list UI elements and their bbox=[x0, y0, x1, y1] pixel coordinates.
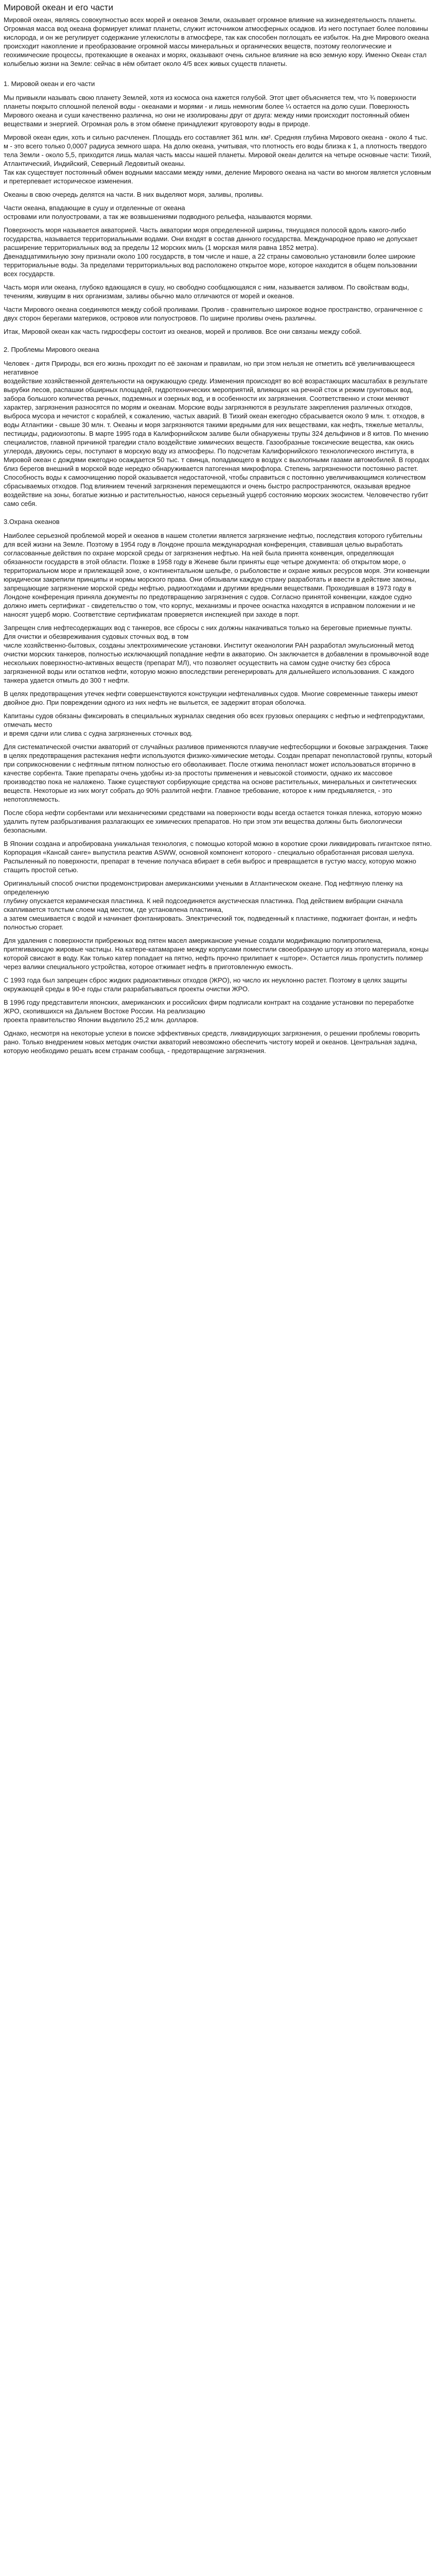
paragraph: Для систематической очистки акваторий от случайных разливов применяются плавучие нефтесборщики и боковые заграждения. Также в целях предотвращения растекания нефти используются физико-химические методы. Создан препарат пенопластовой группы, который при соприкосновении с нефтяным пятном полностью его обволакивает. После отжима пенопласт может использоваться вторично в качестве сорбента. Такие препараты очень удобны из-за простоты применения и невысокой стоимости, однако их массовое производство пока не налажено. Также существуют сорбирующие средства на основе растительных, минеральных и синтетических веществ. Некоторые из них могут собрать до 90% разлитой нефти. Главное требование, которое к ним предъявляется, - это непотопляемость. bbox=[4, 743, 432, 803]
section-heading: 3.Охрана океанов bbox=[4, 518, 60, 526]
paragraph: Запрещен слив нефтесодержащих вод с танкеров, все сбросы с них должны накачиваться только на береговые приемные пункты. Для очистки и обезвреживания судовых сточных вод, в том числе хозяйственно-бытовых, созданы электрохимические установки. Институт океанологии РАН разработал эмульсионный метод очистки морских танкеров, полностью исключающий попадание нефти в акваторию. Он заключается в добавлении в промывочной воде нескольких поверхностно-активных веществ (препарат МЛ), что позволяет осуществить на самом судне очистку без сброса загрязненной воды или остатков нефти, которую можно впоследствии регенерировать для дальнейшего использования. С каждого танкера удается отмыть до 300 т нефти. bbox=[4, 624, 429, 684]
intro-paragraph: Мировой океан, являясь совокупностью всех морей и океанов Земли, оказывает огромное влияние на жизнедеятельность планеты. Огромная масса вод океана формирует климат планеты, служит источником атмосферных осадков. Из него поступает более половины кислорода, и он же регулирует содержание углекислоты в атмосфере, так как способен поглощать ее избыток. На дне Мирового океана происходит накопление и преобразование огромной массы минеральных и органических веществ, поэтому геологические и геохимические процессы, протекающие в океанах и морях, оказывают очень сильное влияние на всю земную кору. Именно Океан стал колыбелью жизни на Земле: сейчас в нём обитает около 4/5 всех живых существ планеты. bbox=[4, 16, 429, 67]
paragraph: Оригинальный способ очистки продемонстрирован американскими учеными в Атлантическом океане. Под нефтяную пленку на определенную глубину опускается керамическая пластинка. К ней подсоединяется акустическая пластинка. Под действием вибрации сначала скапливается толстым слоем над местом, где установлена пластинка, а затем смешивается с водой и начинает фонтанировать. Электрический ток, подведенный к пластинке, поджигает фонтан, и нефть полностью сгорает. bbox=[4, 879, 417, 931]
paragraph: Для удаления с поверхности прибрежных вод пятен масел американские ученые создали модификацию полипропилена, притягивающую жировые частицы. На катере-катамаране между корпусами поместили своеобразную штору из этого материала, концы которой свисают в воду. Как только катер попадает на пятно, нефть прочно прилипает к «шторе». Остается лишь пропустить полимер через валики специального устройства, которое отжимает нефть в приготовленную емкость. bbox=[4, 937, 429, 971]
paragraph: Часть моря или океана, глубоко вдающаяся в сушу, но свободно сообщающаяся с ним, называется заливом. По свойствам воды, течениям, живущим в них организмам, заливы обычно мало отличаются от морей и океанов. bbox=[4, 283, 409, 300]
paragraph: Поверхность моря называется акваторией. Часть акватории моря определенной ширины, тянущаяся полосой вдоль какого-либо государства, называется территориальными водами. Они входят в состав данного государства. Международное право не допускает расширение территориальных вод за пределы 12 морских миль (1 морская миля равна 1852 метра). Двенадцатимильную зону признали около 100 государств, в том числе и наше, а 22 страны самовольно установили более широкие территориальные воды. За пределами территориальных вод расположено открытое море, которое находится в общем пользовании всех государств. bbox=[4, 226, 418, 278]
paragraph: В Японии создана и апробирована уникальная технология, с помощью которой можно в короткие сроки ликвидировать гигантское пятно. Корпорация «Кансай санге» выпустила реактив ASWW, основной компонент которого - специально обработанная рисовая шелуха. Распыленный по поверхности, препарат в течение получаса вбирает в себя выброс и превращается в густую массу, которую можно стащить простой сетью. bbox=[4, 840, 432, 874]
paragraph: Человек - дитя Природы, вся его жизнь проходит по её законам и правилам, но при этом нельзя не отметить всё увеличивающееся негативное воздействие хозяйственной деятельности на окружающую среду. Изменения происходят во всё возрастающих масштабах в результате вырубки лесов, распашки обширных площадей, гидротехнических мероприятий, влияющих на речной сток и режим грунтовых вод, забора большого количества речных, подземных и озерных вод, и в особенности их загрязнения. Соответственно и стоки меняют характер, загрязнения разносятся по морям и океанам. Морские воды загрязняются в результате закрепления различных отходов, выброса мусора и нечистот с кораблей, к сожалению, частых аварий. В Тихий океан ежегодно сбрасывается около 9 млн. т. отходов, в воды Атлантики - свыше 30 млн. т. Океаны и моря загрязняются такими вредными для них веществами, как нефть, тяжелые металлы, пестициды, радиоизотопы. В марте 1995 года в Калифорнийском заливе были обнаружены трупы 324 дельфинов и 8 китов. По мнению специалистов, главной причиной трагедии стало воздействие химических веществ. Газообразные токсические вещества, как окись углерода, двуокись серы, поступают в морскую воду из атмосферы. По подсчетам Калифорнийского технологического института, в Мировой океан с дождями ежегодно осаждается 50 тыс. т свинца, попадающего в воздух с выхлопными газами автомобилей. В городах близ берегов внешний в морской воде нередко обнаруживается патогенная микрофлора. Степень загрязненности постоянно растет. Способность воды к самоочищению порой оказывается недостаточной, чтобы справиться с постоянно увеличивающимся количеством сбрасываемых отходов. Под влиянием течений загрязнения перемещаются и очень быстро распространяются, оказывая вредное воздействие на зоны, богатые жизнью и растительностью, нанося серьезный ущерб состоянию морских экосистем. Человечество губит само себя. bbox=[4, 360, 429, 507]
paragraph: В целях предотвращения утечек нефти совершенствуются конструкции нефтеналивных судов. Многие современные танкеры имеют двойное дно. При повреждении одного из них нефть не выльется, ее задержит вторая оболочка. bbox=[4, 690, 418, 706]
paragraph: Наиболее серьезной проблемой морей и океанов в нашем столетии является загрязнение нефтью, последствия которого губительны для всей жизни на Земле. Поэтому в 1954 году в Лондоне прошла международная конференция, ставившая целью выработать согласованные действия по охране морской среды от загрязнения нефтью. На ней была принята конвенция, определяющая обязанности государств в этой области. Позже в 1958 году в Женеве были приняты еще четыре документа: об открытом море, о территориальном море и прилежащей зоне, о континентальном шельфе, о рыболовстве и охране живых ресурсов моря. Эти конвенции юридически закрепили принципы и нормы морского права. Они обязывали каждую страну разработать и ввести в действие законы, запрещающие загрязнение морской среды нефтью, радиоотходами и другими вредными веществами. Проходившая в 1973 году в Лондоне конференция приняла документы по предотвращению загрязнения с судов. Согласно принятой конвенции, каждое судно должно иметь сертификат - свидетельство о том, что корпус, механизмы и прочее оснастка находятся в исправном положении и не наносят ущерб морю. Соответствие сертификатам проверяется инспекцией при заходе в порт. bbox=[4, 532, 430, 618]
document bbox=[0, 0, 436, 1055]
paragraph: Однако, несмотря на некоторые успехи в поиске эффективных средств, ликвидирующих загрязнения, о решении проблемы говорить рано. Только внедрением новых методик очистки акваторий невозможно обеспечить чистоту морей и океанов. Центральная задача, которую необходимо решать всем странам сообща, - предотвращение загрязнения. bbox=[4, 1029, 420, 1055]
paragraph: С 1993 года был запрещен сброс жидких радиоактивных отходов (ЖРО), но число их неуклонно растет. Поэтому в целях защиты окружающей среды в 90-е годы стали разрабатываться проекты очистки ЖРО. bbox=[4, 976, 407, 993]
paragraph: Мы привыкли называть свою планету Землей, хотя из космоса она кажется голубой. Этот цвет объясняется тем, что ¾ поверхности планеты покрыто сплошной пеленой воды - океанами и морями - и лишь немногим более ¼ остается на долю суши. Поверхность Мирового океана и суши качественно различна, но они не изолированы друг от друга: между ними происходит постоянный обмен веществами и энергией. Огромная роль в этом обмене принадлежит круговороту воды в природе. bbox=[4, 94, 416, 128]
document-title: Мировой океан и его части bbox=[4, 3, 113, 12]
section-heading: 1. Мировой океан и его части bbox=[4, 80, 95, 88]
section-heading: 2. Проблемы Мирового океана bbox=[4, 346, 99, 353]
paragraph: Части океана, впадающие в сушу и отделенные от океана островами или полуостровами, а так же возвышениями подводного рельефа, называются морями. bbox=[4, 204, 313, 221]
paragraph: В 1996 году представители японских, американских и российских фирм подписали контракт на создание установки по переработке ЖРО, скопившихся на Дальнем Востоке России. На реализацию проекта правительство Японии выделило 25,2 млн. долларов. bbox=[4, 998, 414, 1024]
paragraph: Итак, Мировой океан как часть гидросферы состоит из океанов, морей и проливов. Все они связаны между собой. bbox=[4, 328, 362, 335]
paragraph: Части Мирового океана соединяются между собой проливами. Пролив - сравнительно широкое водное пространство, ограниченное с двух сторон берегами материков, островов или полуостровов. По ширине проливы очень различны. bbox=[4, 306, 423, 322]
paragraph: После сбора нефти сорбентами или механическими средствами на поверхности воды всегда остается тонкая пленка, которую можно удалить путем разбрызгивания разлагающих ее химических препаратов. Но при этом эти вещества должны быть биологически безопасными. bbox=[4, 809, 422, 834]
paragraph: Капитаны судов обязаны фиксировать в специальных журналах сведения обо всех грузовых операциях с нефтью и нефтепродуктами, отмечать место и время сдачи или слива с судна загрязненных сточных вод. bbox=[4, 712, 425, 737]
paragraph: Мировой океан един, хоть и сильно расчленен. Площадь его составляет 361 млн. км². Средняя глубина Мирового океана - около 4 тыс. м - это всего только 0,0007 радиуса земного шара. На долю океана, учитывая, что плотность его воды близка к 1, а плотность твердого тела Земли - около 5,5, приходится лишь малая часть массы нашей планеты. Мировой океан делится на четыре основные части: Тихий, Атлантический, Индийский, Северный Ледовитый океаны. Так как существует постоянный обмен водными массами между ними, деление Мирового океана на части во многом является условным и претерпевает историческое изменения. bbox=[4, 133, 432, 185]
paragraph: Океаны в свою очередь делятся на части. В них выделяют моря, заливы, проливы. bbox=[4, 191, 264, 198]
